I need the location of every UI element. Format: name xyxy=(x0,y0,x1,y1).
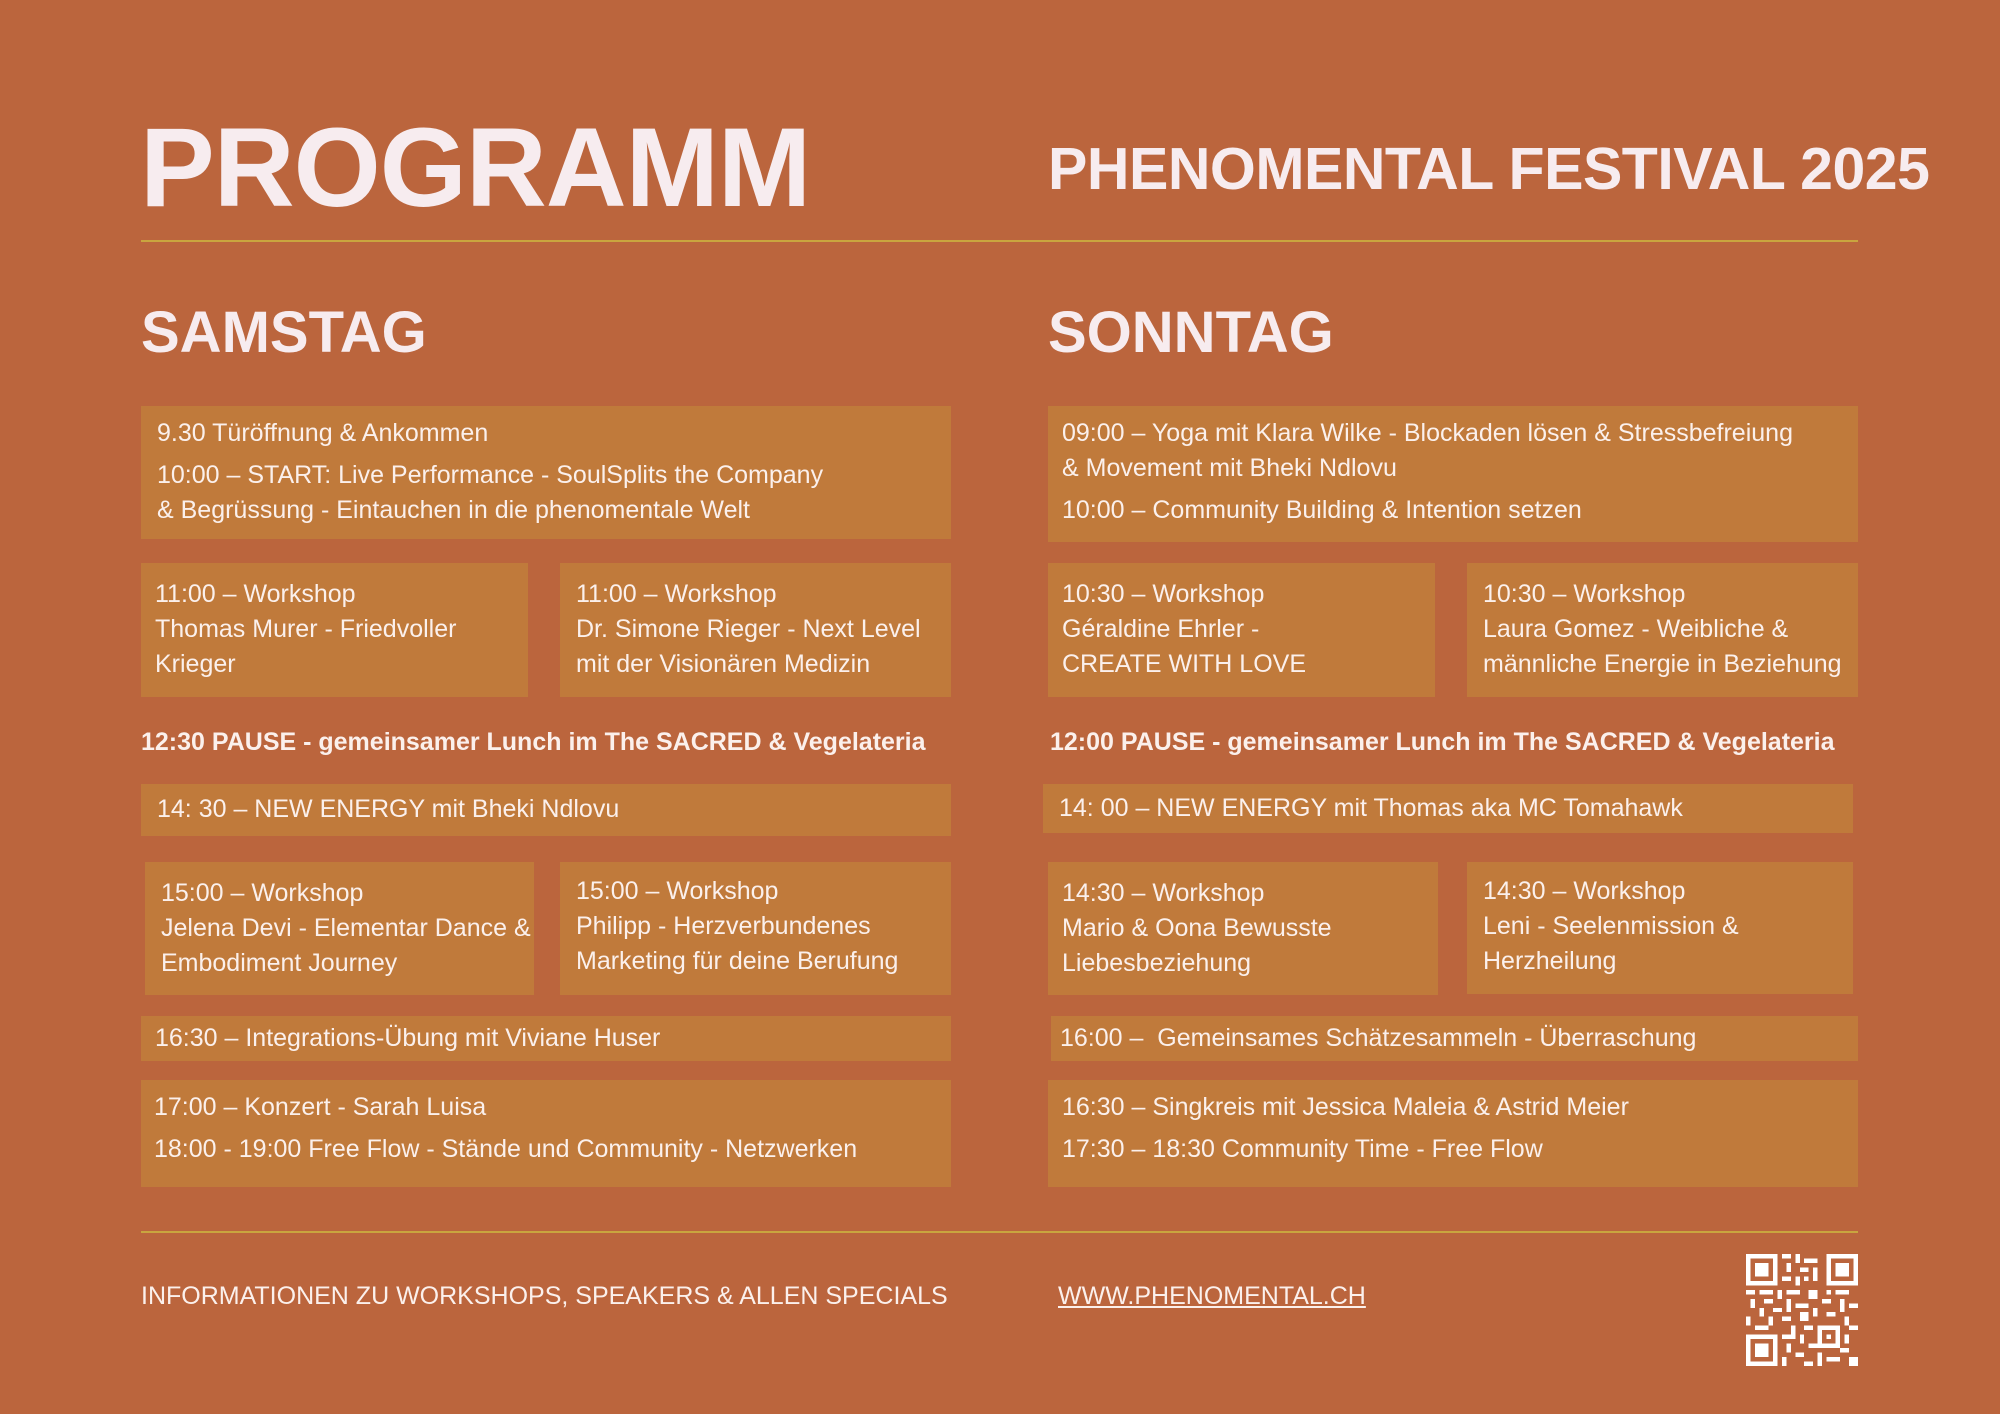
sunday-pause: 12:00 PAUSE - gemeinsamer Lunch im The SACRED & Vegelateria xyxy=(1050,728,1835,756)
workshop-title: mit der Visionären Medizin xyxy=(576,650,871,678)
qr-code[interactable] xyxy=(1746,1254,1858,1366)
workshop-title: CREATE WITH LOVE xyxy=(1062,650,1307,678)
day-heading-sunday: SONNTAG xyxy=(1048,300,1334,365)
workshop-title: Thomas Murer - Friedvoller xyxy=(155,615,457,643)
footer-divider xyxy=(141,1231,1858,1233)
schedule-item: & Begrüssung - Eintauchen in die phenomentale Welt xyxy=(157,496,750,524)
workshop-title: männliche Energie in Beziehung xyxy=(1483,650,1842,678)
workshop-title: Leni - Seelenmission & xyxy=(1483,912,1739,940)
sunday-workshop-1030-b xyxy=(1467,563,1858,697)
schedule-item: 16:30 – Singkreis mit Jessica Maleia & Astrid Meier xyxy=(1062,1093,1629,1121)
sunday-workshop-1430-a xyxy=(1048,862,1438,995)
workshop-time: 11:00 – Workshop xyxy=(576,580,777,608)
workshop-title: Laura Gomez - Weibliche & xyxy=(1483,615,1789,643)
workshop-title: Jelena Devi - Elementar Dance & xyxy=(161,914,531,942)
workshop-time: 15:00 – Workshop xyxy=(576,877,779,905)
schedule-item: 10:00 – Community Building & Intention setzen xyxy=(1062,496,1582,524)
workshop-title: Dr. Simone Rieger - Next Level xyxy=(576,615,921,643)
schedule-item: & Movement mit Bheki Ndlovu xyxy=(1062,454,1397,482)
workshop-title: Mario & Oona Bewusste xyxy=(1062,914,1332,942)
header-divider xyxy=(141,240,1858,242)
saturday-workshop-1500-b xyxy=(560,862,951,995)
saturday-workshop-1500-a xyxy=(145,862,534,995)
saturday-workshop-1100-b xyxy=(560,563,951,697)
schedule-item: 17:00 – Konzert - Sarah Luisa xyxy=(154,1093,487,1121)
festival-title: PHENOMENTAL FESTIVAL 2025 xyxy=(1048,136,1930,202)
saturday-opening-block xyxy=(141,406,951,539)
sunday-evening-block xyxy=(1048,1080,1858,1187)
schedule-item: 16:30 – Integrations-Übung mit Viviane Huser xyxy=(155,1024,661,1052)
website-link[interactable]: WWW.PHENOMENTAL.CH xyxy=(1058,1282,1366,1310)
saturday-new-energy xyxy=(141,784,951,836)
saturday-evening-block xyxy=(141,1080,951,1187)
workshop-title: Herzheilung xyxy=(1483,947,1617,975)
workshop-title: Géraldine Ehrler - xyxy=(1062,615,1260,643)
workshop-title: Embodiment Journey xyxy=(161,949,398,977)
workshop-time: 15:00 – Workshop xyxy=(161,879,364,907)
schedule-item: 18:00 - 19:00 Free Flow - Stände und Community - Netzwerken xyxy=(154,1135,858,1163)
workshop-time: 14:30 – Workshop xyxy=(1483,877,1686,905)
workshop-time: 14:30 – Workshop xyxy=(1062,879,1265,907)
page-title: PROGRAMM xyxy=(140,105,811,230)
sunday-workshop-1030-a xyxy=(1048,563,1435,697)
sunday-new-energy xyxy=(1043,784,1853,833)
schedule-item: 14: 00 – NEW ENERGY mit Thomas aka MC Tomahawk xyxy=(1059,794,1683,822)
workshop-time: 10:30 – Workshop xyxy=(1483,580,1686,608)
schedule-item: 9.30 Türöffnung & Ankommen xyxy=(157,419,489,447)
workshop-title: Philipp - Herzverbundenes xyxy=(576,912,871,940)
workshop-title: Marketing für deine Berufung xyxy=(576,947,899,975)
workshop-title: Liebesbeziehung xyxy=(1062,949,1252,977)
workshop-time: 10:30 – Workshop xyxy=(1062,580,1265,608)
workshop-time: 11:00 – Workshop xyxy=(155,580,356,608)
footer-info: INFORMATIONEN ZU WORKSHOPS, SPEAKERS & ALLEN SPECIALS xyxy=(141,1282,948,1310)
saturday-workshop-1100-a xyxy=(141,563,528,697)
schedule-item: 17:30 – 18:30 Community Time - Free Flow xyxy=(1062,1135,1543,1163)
saturday-pause: 12:30 PAUSE - gemeinsamer Lunch im The SACRED & Vegelateria xyxy=(141,728,926,756)
schedule-item: 14: 30 – NEW ENERGY mit Bheki Ndlovu xyxy=(157,795,620,823)
workshop-title: Krieger xyxy=(155,650,236,678)
sunday-opening-block xyxy=(1048,406,1858,542)
schedule-item: 09:00 – Yoga mit Klara Wilke - Blockaden lösen & Stressbefreiung xyxy=(1062,419,1793,447)
sunday-gathering xyxy=(1051,1016,1858,1061)
day-heading-saturday: SAMSTAG xyxy=(141,300,427,365)
saturday-integration xyxy=(141,1016,951,1061)
schedule-item: 16:00 – Gemeinsames Schätzesammeln - Überraschung xyxy=(1060,1024,1697,1052)
schedule-item: 10:00 – START: Live Performance - SoulSplits the Company xyxy=(157,461,824,489)
sunday-workshop-1430-b xyxy=(1467,862,1853,994)
